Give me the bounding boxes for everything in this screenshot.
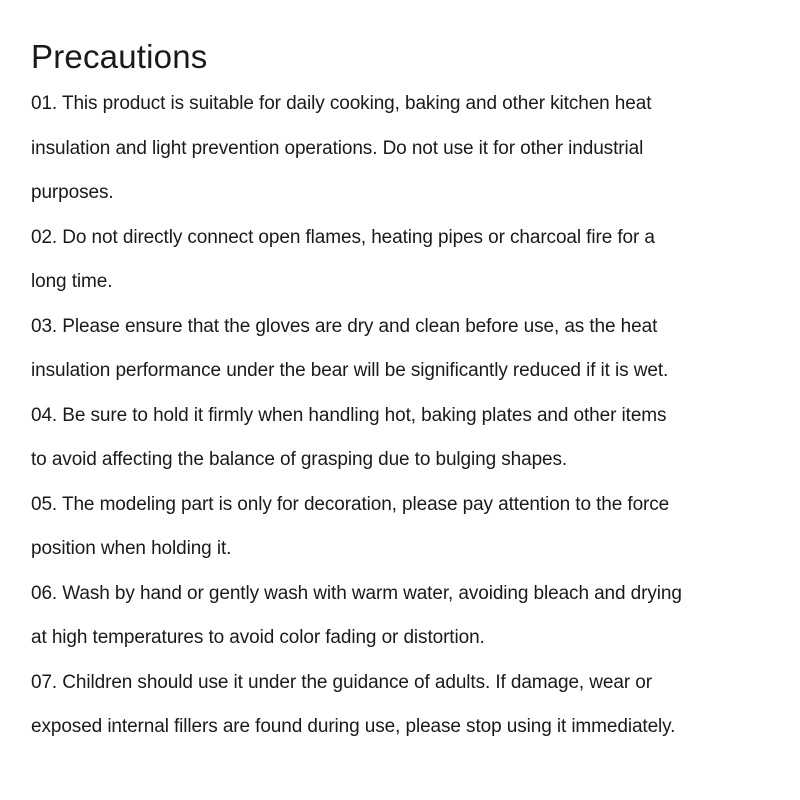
precaution-line: insulation performance under the bear will be significantly reduced if it is wet. bbox=[31, 360, 669, 381]
precaution-line: at high temperatures to avoid color fading or distortion. bbox=[31, 627, 485, 648]
precaution-item-02 bbox=[31, 216, 776, 305]
precaution-line: 07. Children should use it under the guidance of adults. If damage, wear or bbox=[31, 671, 652, 693]
precaution-item-03 bbox=[31, 305, 776, 394]
precaution-item-06 bbox=[31, 572, 776, 661]
precaution-line: 02. Do not directly connect open flames, heating pipes or charcoal fire for a bbox=[31, 226, 655, 248]
precaution-line: position when holding it. bbox=[31, 538, 232, 559]
precaution-line: 01. This product is suitable for daily cooking, baking and other kitchen heat bbox=[31, 93, 652, 114]
precautions-document bbox=[31, 34, 776, 750]
precaution-line: insulation and light prevention operations. Do not use it for other industrial bbox=[31, 137, 644, 159]
precaution-item-07 bbox=[31, 661, 776, 750]
precaution-line: to avoid affecting the balance of grasping due to bulging shapes. bbox=[31, 449, 568, 470]
precaution-line: purposes. bbox=[31, 182, 114, 203]
precaution-line: exposed internal fillers are found during use, please stop using it immediately. bbox=[31, 716, 676, 737]
page-title: Precautions bbox=[31, 38, 208, 75]
precaution-line: 04. Be sure to hold it firmly when handling hot, baking plates and other items bbox=[31, 404, 667, 426]
precaution-item-01 bbox=[31, 82, 776, 216]
precaution-line: long time. bbox=[31, 271, 113, 292]
precautions-list bbox=[31, 82, 776, 750]
precaution-item-04 bbox=[31, 394, 776, 483]
precaution-item-05 bbox=[31, 483, 776, 572]
precaution-line: 05. The modeling part is only for decoration, please pay attention to the force bbox=[31, 493, 670, 515]
precaution-line: 03. Please ensure that the gloves are dry and clean before use, as the heat bbox=[31, 315, 658, 337]
precaution-line: 06. Wash by hand or gently wash with warm water, avoiding bleach and drying bbox=[31, 582, 682, 604]
